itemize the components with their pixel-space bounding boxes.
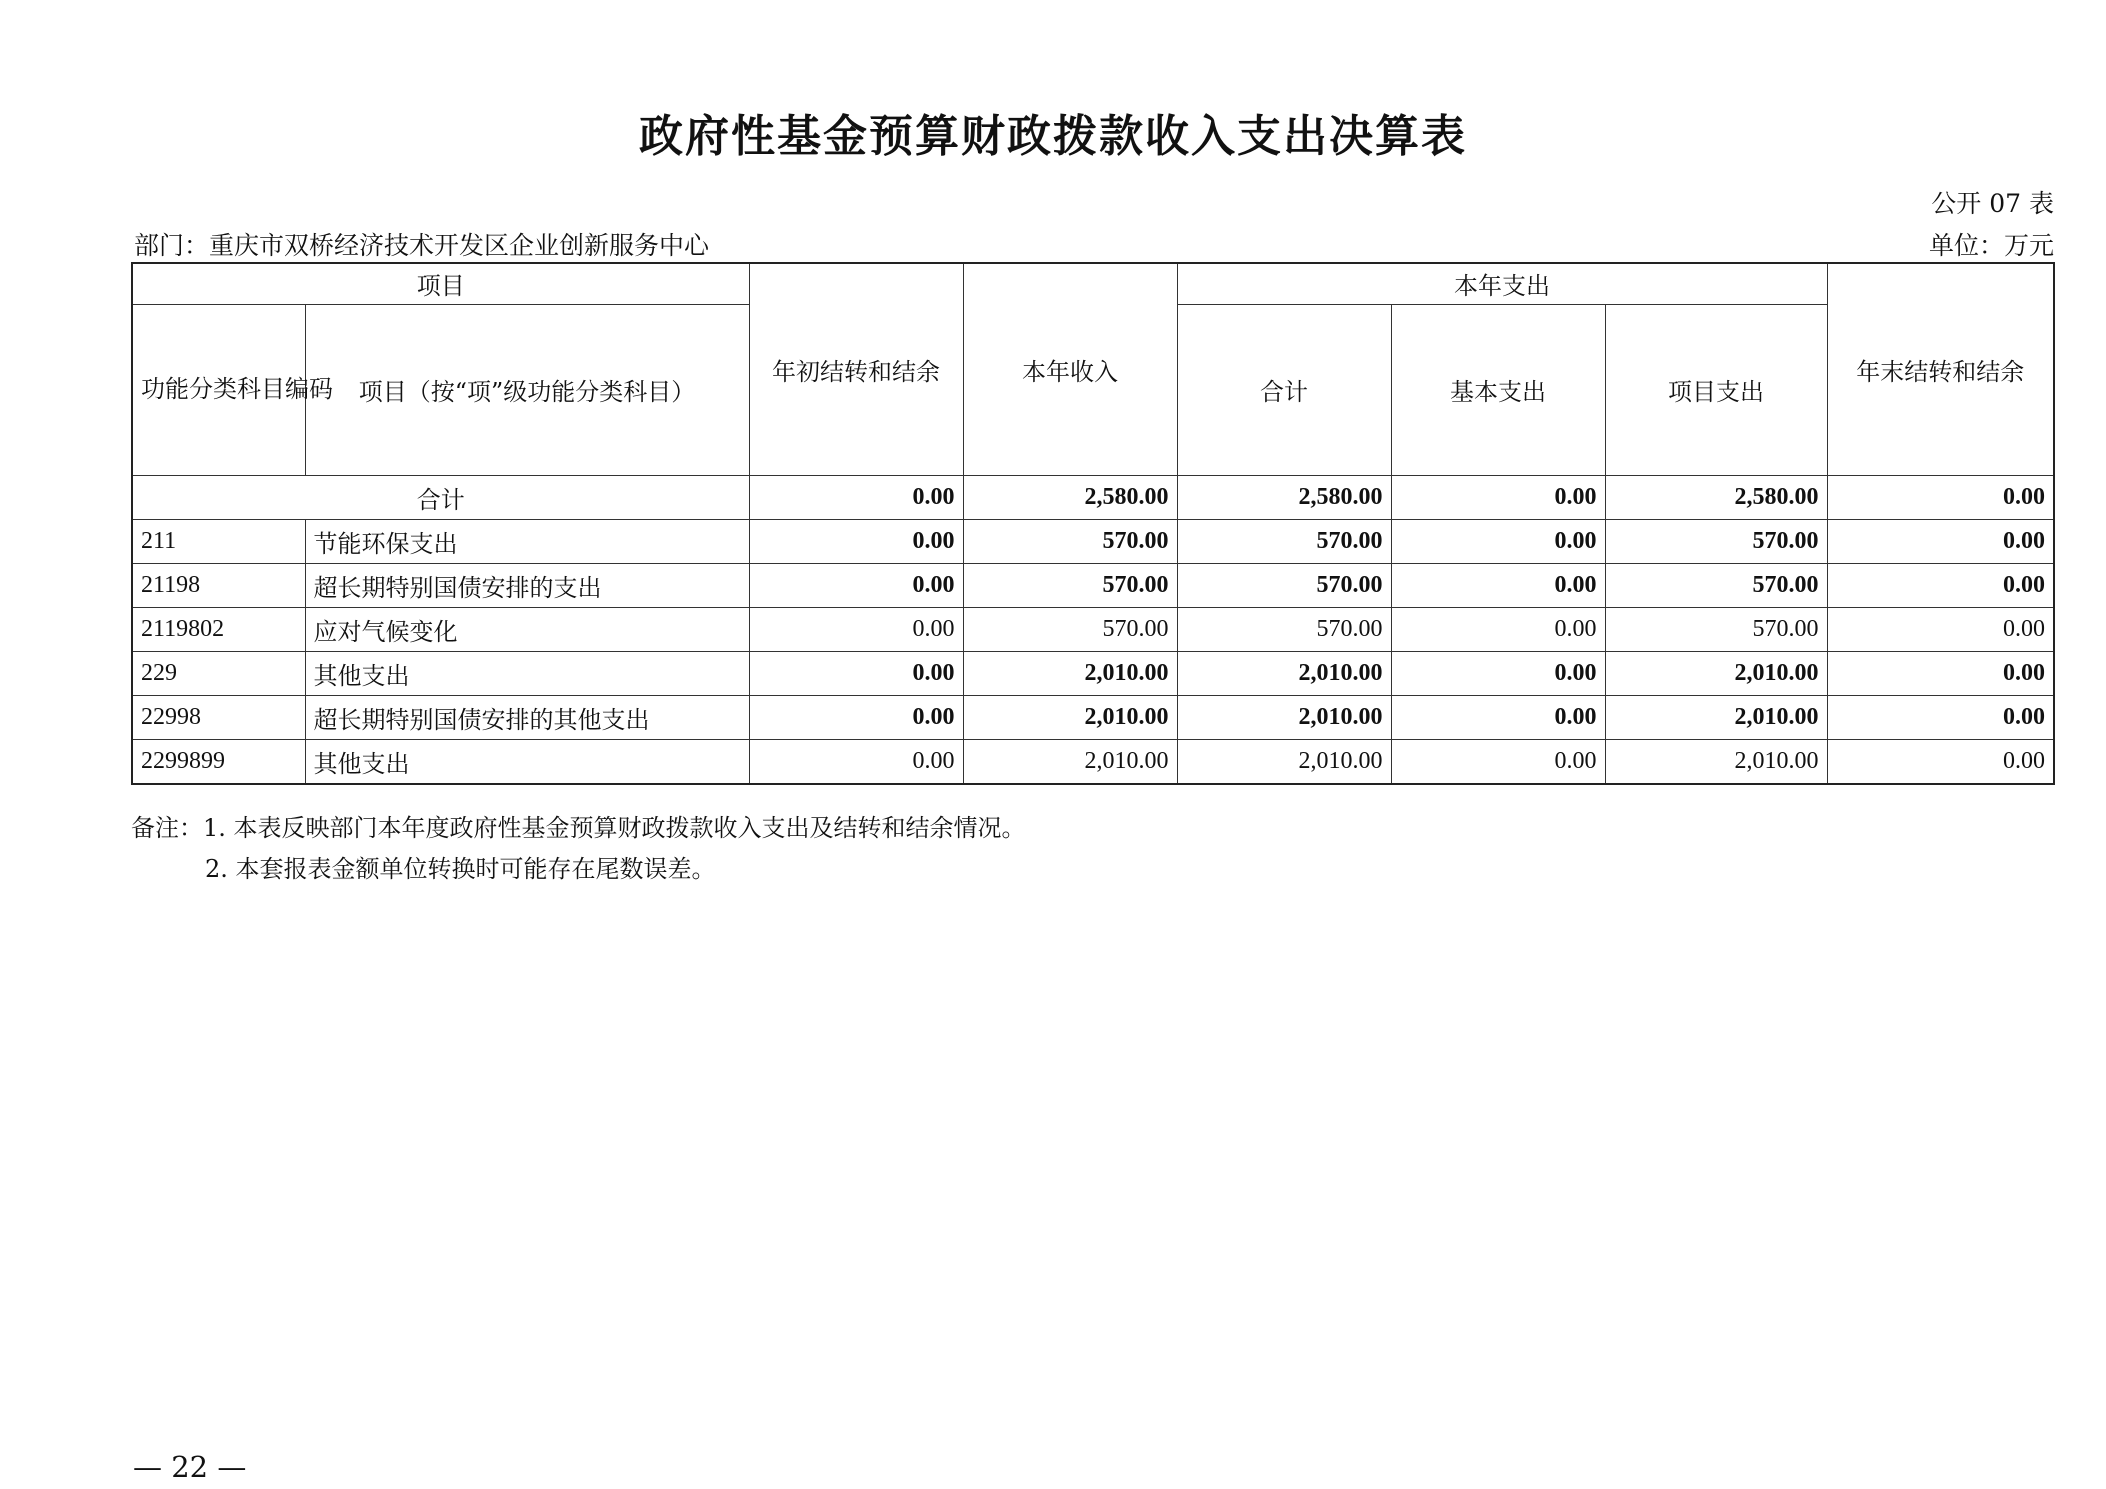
table-row <box>132 695 2054 739</box>
cell-expense-total: 570.00 <box>1177 607 1391 651</box>
header-begin-balance: 年初结转和结余 <box>749 263 963 475</box>
cell-basic: 0.00 <box>1391 739 1605 784</box>
cell-code: 2299899 <box>132 739 305 784</box>
header-end-balance: 年末结转和结余 <box>1827 263 2054 475</box>
unit-label: 单位：万元 <box>1928 231 2054 260</box>
cell-project: 570.00 <box>1605 563 1827 607</box>
table-row <box>132 607 2054 651</box>
cell-income: 2,010.00 <box>963 695 1177 739</box>
cell-name: 其他支出 <box>305 739 749 784</box>
cell-end: 0.00 <box>1827 519 2054 563</box>
cell-begin: 0.00 <box>749 475 963 519</box>
cell-begin: 0.00 <box>749 519 963 563</box>
cell-basic: 0.00 <box>1391 519 1605 563</box>
footnote-2: 2. 本套报表金额单位转换时可能存在尾数误差。 <box>205 855 716 883</box>
page-title: 政府性基金预算财政拨款收入支出决算表 <box>639 111 1467 162</box>
header-expense-total: 合计 <box>1177 304 1391 475</box>
cell-name: 应对气候变化 <box>305 607 749 651</box>
cell-begin: 0.00 <box>749 607 963 651</box>
cell-name: 超长期特别国债安排的其他支出 <box>305 695 749 739</box>
cell-expense-total: 2,580.00 <box>1177 475 1391 519</box>
cell-basic: 0.00 <box>1391 563 1605 607</box>
cell-end: 0.00 <box>1827 475 2054 519</box>
cell-basic: 0.00 <box>1391 475 1605 519</box>
header-income: 本年收入 <box>963 263 1177 475</box>
cell-income: 570.00 <box>963 563 1177 607</box>
cell-end: 0.00 <box>1827 607 2054 651</box>
cell-income: 2,010.00 <box>963 739 1177 784</box>
cell-end: 0.00 <box>1827 563 2054 607</box>
cell-end: 0.00 <box>1827 651 2054 695</box>
cell-begin: 0.00 <box>749 739 963 784</box>
cell-code: 2119802 <box>132 607 305 651</box>
cell-begin: 0.00 <box>749 563 963 607</box>
cell-income: 2,580.00 <box>963 475 1177 519</box>
total-row <box>132 475 2054 519</box>
cell-project: 2,010.00 <box>1605 739 1827 784</box>
total-label: 合计 <box>132 475 749 519</box>
department-label: 部门：重庆市双桥经济技术开发区企业创新服务中心 <box>134 231 710 260</box>
header-item: 项目 <box>132 263 749 304</box>
table-number: 公开 07 表 <box>1931 189 2054 218</box>
table-row <box>132 563 2054 607</box>
footnote-1: 备注：1. 本表反映部门本年度政府性基金预算财政拨款收入支出及结转和结余情况。 <box>131 814 1026 842</box>
cell-name: 节能环保支出 <box>305 519 749 563</box>
budget-table <box>131 262 2055 785</box>
cell-expense-total: 570.00 <box>1177 519 1391 563</box>
cell-project: 2,010.00 <box>1605 695 1827 739</box>
cell-code: 21198 <box>132 563 305 607</box>
cell-project: 570.00 <box>1605 519 1827 563</box>
cell-code: 229 <box>132 651 305 695</box>
cell-project: 570.00 <box>1605 607 1827 651</box>
cell-income: 570.00 <box>963 519 1177 563</box>
header-project-expense: 项目支出 <box>1605 304 1827 475</box>
cell-name: 其他支出 <box>305 651 749 695</box>
cell-expense-total: 2,010.00 <box>1177 651 1391 695</box>
cell-end: 0.00 <box>1827 695 2054 739</box>
cell-income: 570.00 <box>963 607 1177 651</box>
cell-expense-total: 2,010.00 <box>1177 739 1391 784</box>
cell-code: 22998 <box>132 695 305 739</box>
cell-expense-total: 570.00 <box>1177 563 1391 607</box>
cell-end: 0.00 <box>1827 739 2054 784</box>
cell-begin: 0.00 <box>749 695 963 739</box>
cell-project: 2,010.00 <box>1605 651 1827 695</box>
cell-project: 2,580.00 <box>1605 475 1827 519</box>
table-row <box>132 519 2054 563</box>
cell-basic: 0.00 <box>1391 695 1605 739</box>
cell-basic: 0.00 <box>1391 651 1605 695</box>
table-row <box>132 739 2054 784</box>
header-name: 项目（按“项”级功能分类科目） <box>305 304 749 475</box>
cell-name: 超长期特别国债安排的支出 <box>305 563 749 607</box>
cell-expense-total: 2,010.00 <box>1177 695 1391 739</box>
header-basic-expense: 基本支出 <box>1391 304 1605 475</box>
cell-code: 211 <box>132 519 305 563</box>
cell-basic: 0.00 <box>1391 607 1605 651</box>
table-row <box>132 651 2054 695</box>
cell-begin: 0.00 <box>749 651 963 695</box>
header-code: 功能分类科目编码 <box>132 304 305 475</box>
page-number: — 22 — <box>133 1450 247 1484</box>
cell-income: 2,010.00 <box>963 651 1177 695</box>
header-expense: 本年支出 <box>1177 263 1827 304</box>
